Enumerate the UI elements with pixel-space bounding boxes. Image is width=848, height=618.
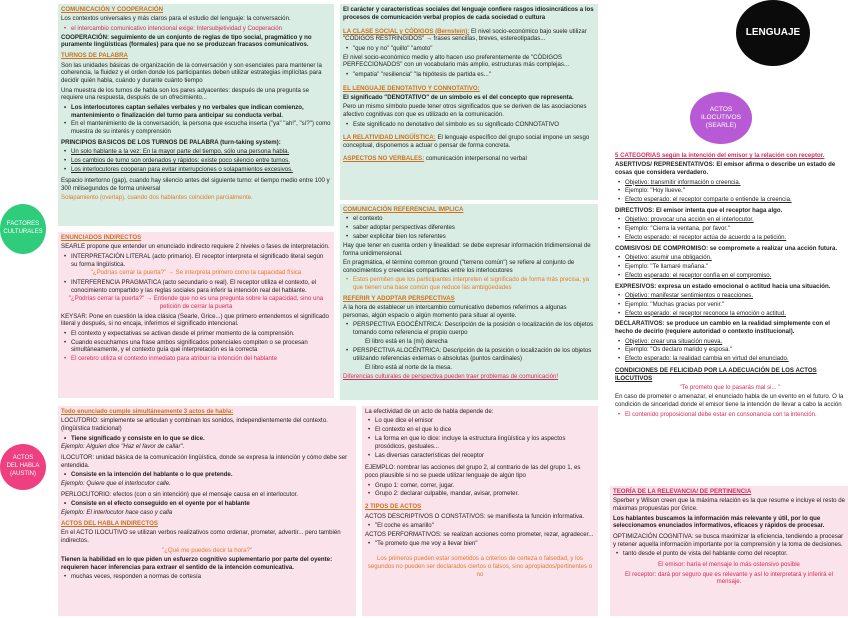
bullet: • Efecto esperado: la realidad cambia en virtud del enunciado.	[615, 355, 845, 363]
bullet: • Consiste en la intención del hablante o lo que pretende.	[61, 471, 353, 479]
bullet: • Ejemplo: "Te llamaré mañana."	[615, 263, 845, 271]
bullet: • Consiste en el efecto conseguido en el oyente por el hablante	[61, 500, 353, 508]
bullet: • Un solo hablante a la vez: En la mayor parte del tiempo, sólo una persona habla.	[61, 148, 331, 156]
bullet: • El contexto en el que lo dice	[365, 426, 595, 434]
paragraph: EJEMPLO: nombrar las acciones del grupo 2, al contrario de las del grupo 1, es poco plausible si no se puede utilizar lenguaje de algún tipo	[365, 464, 581, 480]
bullet: • "El coche es amarillo"	[365, 522, 595, 530]
bullet: • Grupo 2: declarar culpable, mandar, avisar, prometer.	[365, 490, 595, 498]
bullet: • El contexto y expectativas se activan desde el primer momento de la comprensión.	[61, 330, 331, 338]
paragraph: El lenguaje específico del grupo social impone un sesgo conceptual, disponemos a actuar o pensar de forma concreta.	[343, 134, 590, 150]
paragraph: El emisor: haría el mensaje lo más ostensivo posible	[658, 561, 800, 569]
actos-habla-panel	[58, 406, 356, 616]
example: Ejemplo: Alguien dice "Haz el favor de callar".	[61, 443, 185, 451]
paragraph: COOPERACIÓN: seguimiento de un conjunto de reglas de tipo social, pragmático y no puramente lingüísticas (formales) para que no se produzcan fracasos comunicativos.	[61, 33, 312, 49]
example: "¿Qué me puedes decir la hora?"	[161, 546, 253, 554]
section-heading: LA CLASE SOCIAL y CÓDIGOS (Bernstein):	[343, 27, 470, 35]
paragraph: Hay que tener en cuenta orden y linealidad: se debe expresar información tridimensional de forma unidimensional.	[343, 241, 591, 257]
section-heading: ACTOS DEL HABLA INDIRECTOS	[61, 519, 158, 527]
circle-line: (AUSTIN)	[9, 470, 36, 477]
section-heading: TURNOS DE PALABRA	[61, 52, 128, 60]
paragraph: Una muestra de los turnos de habla son los pares adyacentes: después de una pregunta se requiere una respuesta, después de un ofrecimiento...	[61, 86, 309, 102]
paragraph: Los hablantes buscamos la información más relevante y útil, por lo que seleccionamos enunciados informativos, eficaces y rápidos de procesar.	[613, 514, 825, 530]
bullet: • PERSPECTIVA ALOCÉNTRICA: Descripción de la posición o localización de los objetos utilizando referencias externas o absolutas (puntos cardinales)	[343, 347, 595, 363]
paragraph: En caso de prometer o amenazar, el enunciado habla de un evento en el futuro. O la condición de sinceridad donde el emisor tiene la intención de llevar a cabo la acción	[615, 393, 844, 409]
bullet: • Los cambios de turno son ordenados y rápidos: existe poco silencio entre turnos.	[61, 157, 331, 165]
paragraph: Tienen la habilidad en lo que piden un esfuerzo cognitivo suplementario por parte del oyente: requieren hacer inferencias para extraer el sentido de la intención comunicativa.	[61, 555, 333, 571]
bullet: • El contenido proposicional debe estar en consonancia con la intención.	[615, 411, 845, 419]
bullet: • Objetivo: asumir una obligación.	[615, 254, 845, 262]
paragraph: A la hora de establecer un intercambio comunicativo debemos referirnos a algunas personas, algún espacio o algún momento para situar al oyente.	[343, 304, 567, 319]
paragraph: ILOCUTOR: unidad básica de la comunicación lingüística, donde se expresa la intención y cómo debe ser entendida.	[61, 454, 348, 469]
circle-line: (SEARLE)	[705, 122, 737, 130]
bullet: • Ejemplo: "Os declaro marido y esposa."	[615, 346, 845, 354]
section-heading: EL LENGUAJE DENOTATIVO Y CONNOTATIVO:	[343, 84, 480, 92]
paragraph: SEARLE propone que entender un enunciado indirecto requiere 2 niveles o fases de interpretación.	[61, 243, 330, 251]
paragraph: Los primeros pueden estar sometidos a criterios de certeza o falsedad, y los segundos no pueden ser declarados ciertos o falsos, sino apropiados/pertinentes o no	[367, 554, 593, 578]
example: Ejemplo: Quiere que el interlocutor calle.	[61, 480, 171, 488]
bullet: • Efecto esperado: el receptor comparte o entiende la creencia.	[615, 196, 845, 204]
paragraph: DIRECTIVOS: El emisor intenta que el receptor haga algo.	[615, 206, 783, 214]
lenguaje-title-circle	[736, 0, 810, 66]
circle-line: DEL HABLA	[6, 463, 40, 470]
section-heading: 2 TIPOS DE ACTOS	[365, 503, 422, 511]
bullet: • muchas veces, responden a normas de cortesía	[61, 573, 353, 581]
bullet: • el contexto	[343, 215, 595, 223]
bullet: • "que no y no" "quillo" "amoto"	[343, 45, 595, 53]
section-heading: PRINCIPIOS BASICOS DE LOS TURNOS DE PALABRA (turn-taking system):	[61, 138, 281, 146]
paragraph: Sperber y Wilson creen que la máxima relación es la que resume e incluye el resto de máximas propuestas por Grice.	[613, 497, 846, 513]
bullet: • INTERPRETACIÓN LITERAL (acto primario). El receptor interpreta el significado literal según su forma lingüística.	[61, 253, 331, 269]
bullet: • Tiene significado y consiste en lo que se dice.	[61, 435, 353, 443]
section-heading: ASPECTOS NO VERBALES:	[343, 154, 425, 162]
bullet: • saber explicitar bien los referentes	[343, 233, 595, 241]
section-heading: ENUNCIADOS INDIRECTOS	[61, 234, 142, 241]
paragraph: ACTOS PERFORMATIVOS: se realizan acciones como prometer, rezar, agradecer...	[365, 530, 594, 538]
paragraph: En el ACTO ILOCUTIVO se utilizan verbos realizativos como ordenar, prometer, advertir... pero también indirectos.	[61, 529, 341, 545]
example: "¿Podrías cerrar la puerta?" → Entiende que no es una pregunta sobre la capacidad, sino una petición de cerrar la puerta	[68, 295, 324, 311]
bullet: • PERSPECTIVA EGOCÉNTRICA: Descripción de la posición o localización de los objetos tomando como referencia el propio cuerpo	[343, 321, 595, 337]
bullet: • tanto desde el punto de vista del hablante como del receptor.	[613, 550, 845, 558]
paragraph: Son las unidades básicas de organización de la conversación y son esenciales para mantener la coherencia, la fluidez y el orden donde los participantes deben utilizar estrategias implícitas para decidir quién habla, cuándo y durante cuánto tiempo	[61, 61, 322, 85]
referencial-panel	[340, 204, 598, 400]
section-heading: 5 CATEGORIAS según la intención del emisor y la relación con receptor.	[615, 152, 825, 159]
lenguaje-title: LENGUAJE	[745, 26, 801, 38]
circle-line: ACTOS	[12, 455, 34, 462]
example: Ejemplo: El interlocutor hace caso y calla	[61, 509, 173, 517]
example: El libro está en la (mi) derecha	[365, 337, 448, 345]
circle-line: ACTOS	[709, 105, 733, 113]
paragraph: El nivel socio-económico bajo suele utilizar "CÓDIGOS RESTRINGIDOS" → frases sencillas, breves, estereotipadas...	[343, 27, 587, 43]
section-heading: REFERIR Y ADOPTAR PERSPECTIVAS	[343, 294, 455, 302]
relevancia-panel	[610, 486, 848, 616]
paragraph: PERLOCUTORIO: efectos (con o sin intención) que el mensaje causa en el interlocutor.	[61, 490, 298, 498]
actos-ilocutivos-circle	[690, 92, 752, 144]
comunicacion-panel	[58, 4, 334, 226]
circle-line: ILOCUTIVOS	[701, 113, 741, 121]
paragraph: KEYSAR: Pone en cuestión la idea clásica (Searle, Grice...) que primero entendemos el significado literal y después, si no encaja, inferimos el significado intencional.	[61, 312, 329, 328]
bullet: • Estos permiten que los participantes interpreten el significado de forma más precisa, ya que tienen una base común que reduce las ambigüedades	[343, 276, 595, 292]
paragraph: En pragmática, el término common ground ("terreno común") se refiere al conjunto de conocimientos y creencias compartidas entre los interlocutores	[343, 258, 575, 274]
paragraph: ACTOS DESCRIPTIVOS O CONSTATIVOS: se manifiesta la función informativa.	[365, 512, 585, 520]
bullet: • Objetivo: manifestar sentimientos o reacciones.	[615, 292, 845, 300]
example: "¿Podrías cerrar la puerta?" → Se interpreta primero como la capacidad física	[90, 269, 302, 277]
paragraph: Los contextos universales y más claros para el estudio del lenguaje: la conversación.	[61, 15, 291, 23]
bullet: • La forma en que lo dice: incluye la estructura lingüística y los aspectos prosódicos, gestuales...	[365, 435, 595, 451]
bullet: • Lo que dice el emisor	[365, 417, 595, 425]
example: "Te prometo que lo pasarás mal si... "	[679, 384, 781, 392]
paragraph: LOCUTORIO: simplemente se articulan y combinan los sonidos, independientemente del contexto. (lingüística tradicional)	[61, 417, 328, 433]
bullet: • Objetivo: provocar una acción en el interlocutor.	[615, 216, 845, 224]
paragraph: El nivel socio-económico medio y alto hacen uso preferentemente de "CÓDIGOS PERFECCIONADOS" con un vocabulario más amplio, estructuras más complejas...	[343, 53, 570, 69]
bullet: • Efecto esperado: el receptor confía en el compromiso.	[615, 272, 845, 280]
paragraph: Solapamiento (overlap), cuando dos hablantes coinciden parcialmente.	[61, 193, 253, 201]
bullet: • El cerebro utiliza el contexto inmediato para atribuir la intención del hablante	[61, 355, 331, 363]
paragraph: ASERTIVOS/ REPRESENTATIVOS: El emisor afirma o describe un estado de cosas que considera verdadero.	[615, 161, 836, 177]
section-heading: COMUNICACIÓN REFERENCIAL IMPLICA	[343, 206, 464, 213]
bullet: • "empatía" "resiliencia" "la hipótesis de partida es..."	[343, 71, 595, 79]
paragraph: OPTIMIZACIÓN COGNITIVA: se busca maximizar la eficiencia, tendiendo a procesar y retener aquella información importante por la comprensión y la toma de decisiones.	[613, 533, 844, 548]
efectividad-panel	[362, 406, 598, 616]
bullet: • Grupo 1: comer, correr, jugar.	[365, 482, 595, 490]
bullet: • el intercambio comunicativo intencional exige: Intersubjetividad y Cooperación	[61, 25, 331, 33]
paragraph: COMISIVOS/ DE COMPROMISO: se compromete a realizar una acción futura.	[615, 244, 838, 252]
paragraph: DECLARATIVOS: se produce un cambio en la realidad simplemente con el hecho de decirlo (requiere autoridad o contexto institucional).	[615, 320, 830, 336]
circle-line: FACTORES	[6, 221, 40, 228]
bullet: • Efecto esperado: el receptor reconoce la emoción o actitud.	[615, 310, 845, 318]
bullet: • Los interlocutores captan señales verbales y no verbales que indican comienzo, mantenimiento o finalización del turno para anticipar su conducta verbal.	[61, 104, 331, 120]
bullet: • Los interlocutores cooperan para evitar interrupciones o solapamientos excesivos.	[61, 166, 331, 174]
categorias-panel	[612, 150, 848, 480]
bullet: • Objetivo: transmitir información o creencia.	[615, 179, 845, 187]
bullet: • Las diversas características del receptor	[365, 452, 595, 460]
bullet: • Ejemplo: "Cierra la ventana, por favor."	[615, 225, 845, 233]
circle-line: CULTURALES	[3, 229, 43, 235]
paragraph: Pero un mismo símbolo puede tener otros significados que se deriven de las asociaciones afectivo cognitivas con que es utilizado en la comunicación.	[343, 103, 587, 119]
paragraph: La efectividad de un acto de habla depende de:	[365, 408, 494, 415]
bullet: • En el mantenimiento de la conversación, la persona que escucha inserta ("ya" "ah!", "sí?") como muestra de su interés y comprensión	[61, 120, 331, 136]
section-heading: COMUNICACIÓN Y COOPERACIÓN	[61, 6, 164, 13]
section-heading: Todo enunciado cumple simultáneamente 3 actos de habla:	[61, 408, 234, 415]
actos-habla-circle	[0, 444, 46, 490]
paragraph: Diferencias culturales de perspectiva pueden traer problemas de comunicación!	[343, 373, 559, 381]
bullet: • INTERFERENCIA PRAGMATICA (acto secundario o real). El receptor utiliza el contexto, el conocimiento compartido y las reglas sociales para inferir la intención real del hablante.	[61, 279, 331, 295]
paragraph: El receptor: dará por seguro que es relevante y así lo interpretará y inferirá el mensaje.	[625, 570, 833, 586]
section-heading: CONDICIONES DE FELICIDAD POR LA ADECUACIÓN DE LOS ACTOS ILOCUTIVOS	[615, 366, 817, 382]
factores-panel	[340, 4, 598, 200]
factores-culturales-circle	[0, 204, 46, 254]
bullet: • Este significado no denotativo del símbolo es su significado CONNOTATIVO	[343, 121, 595, 129]
bullet: • Efecto esperado: el receptor actúa de acuerdo a la petición.	[615, 234, 845, 242]
bullet: • Cuando escuchamos una frase ambos significados potenciales compiten o se procesan simultáneamente, y el contexto guía qué interpretación es la correcta	[61, 339, 331, 355]
bullet: • Ejemplo: "Muchas gracias por venir."	[615, 301, 845, 309]
paragraph: EXPRESIVOS: expresa un estado emocional o actitud hacia una situación.	[615, 282, 831, 290]
section-heading: LA RELATIVIDAD LINGÜÍSTICA:	[343, 134, 436, 142]
paragraph: El carácter y características sociales del lenguaje confiere rasgos idiosincráticos a los procesos de comunicación verbal propios de cada sociedad o cultura	[343, 6, 594, 21]
example: El libro está al norte de la mesa.	[365, 363, 453, 371]
bullet: • Objetivo: crear una situación nueva.	[615, 338, 845, 346]
section-heading: TEORÍA DE LA RELEVANCIA/ DE PERTINENCIA	[613, 488, 752, 495]
paragraph: El significado "DENOTATIVO" de un símbolo es el del concepto que representa.	[343, 93, 574, 101]
bullet: • Ejemplo: "Hoy llueve."	[615, 187, 845, 195]
bullet: • "Te prometo que me voy a llevar bien"	[365, 540, 595, 548]
bullet: • saber adoptar perspectivas diferentes	[343, 224, 595, 232]
paragraph: comunicación interpersonal no verbal	[425, 154, 527, 162]
paragraph: Espacio intertorno (gap), cuando hay silencio antes del siguiente turno: el tiempo medio entre 100 y 300 milisegundos de forma universal	[61, 176, 330, 192]
enunciados-panel	[58, 232, 334, 398]
